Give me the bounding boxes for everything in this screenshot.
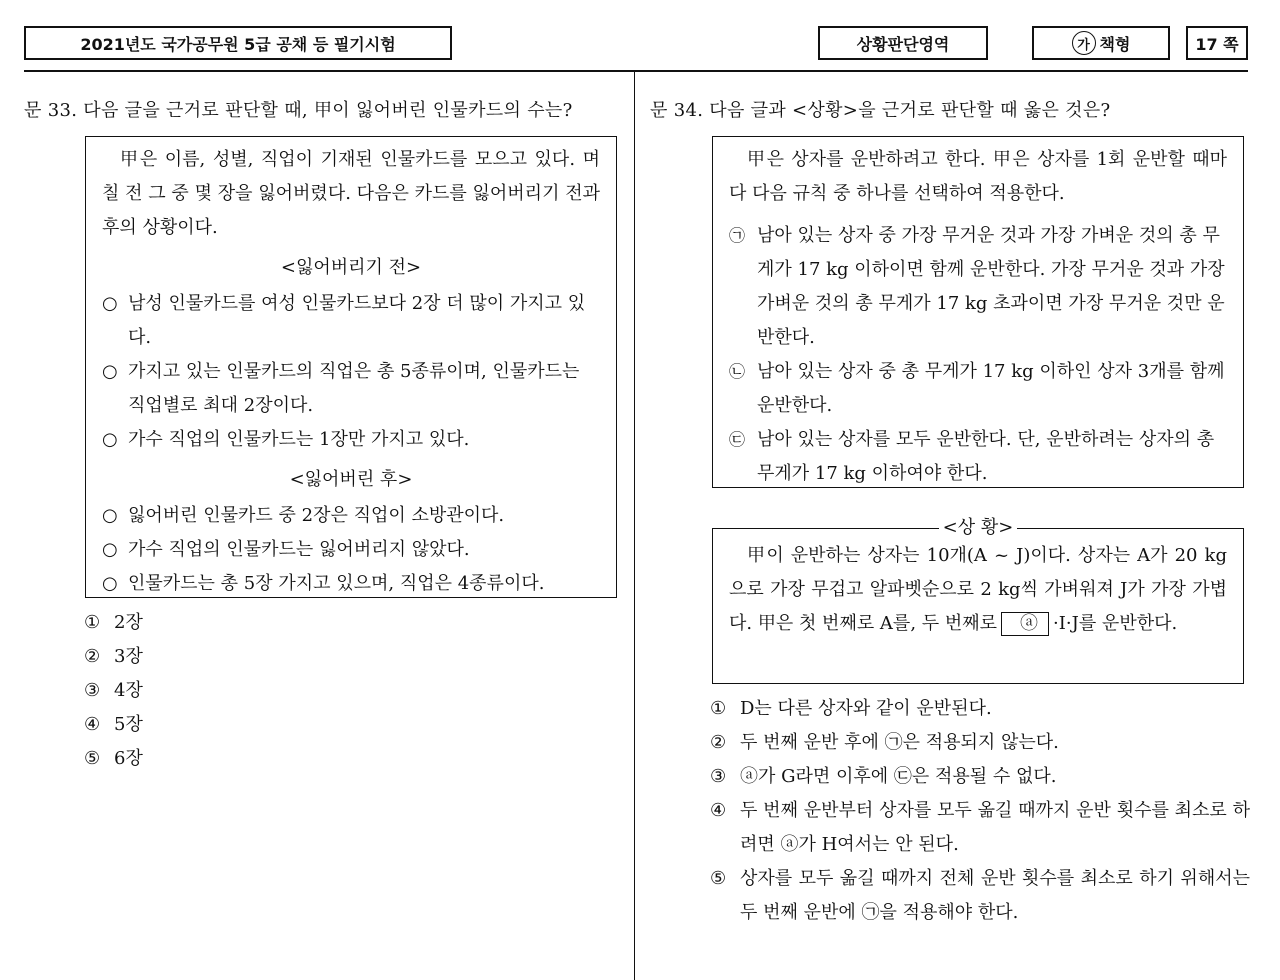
bullet-icon: ○ — [102, 505, 118, 526]
q34-options — [710, 692, 1250, 930]
booklet-type-mark: 가 — [1072, 31, 1096, 55]
q34-rule: ㉢ 남아 있는 상자를 모두 운반한다. 단, 운반하려는 상자의 총 무게가 17 kg 이하여야 한다. — [729, 429, 1215, 484]
bullet-icon: ○ — [102, 539, 118, 560]
q34-situation-box — [712, 517, 1244, 684]
exam-title: 2021년도 국가공무원 5급 공채 등 필기시험 — [80, 34, 396, 54]
bullet-icon: ○ — [102, 573, 118, 594]
q33-after-item: ○ 가수 직업의 인물카드는 잃어버리지 않았다. — [102, 533, 600, 567]
section-box — [818, 26, 988, 60]
page-number-box — [1186, 26, 1248, 60]
column-divider — [634, 72, 635, 980]
q33-after-item: ○ 잃어버린 인물카드 중 2장은 직업이 소방관이다. — [102, 499, 600, 533]
q34-intro: 甲은 상자를 운반하려고 한다. 甲은 상자를 1회 운반할 때마다 다음 규칙 중 하나를 선택하여 적용한다. — [729, 149, 1227, 204]
q33-intro: 甲은 이름, 성별, 직업이 기재된 인물카드를 모으고 있다. 며칠 전 그 중 몇 장을 잃어버렸다. 다음은 카드를 잃어버리기 전과 후의 상황이다. — [102, 149, 600, 238]
q33-passage-box — [85, 136, 617, 598]
q33-after-heading: <잃어버린 후> — [289, 469, 413, 490]
q34-situation-text: 甲이 운반하는 상자는 10개(A ~ J)이다. 상자는 A가 20 kg으로 가장 무겁고 알파벳순으로 2 kg씩 가벼워져 J가 가장 가볍다. 甲은 첫 번째로 A를, 두 번째로 ⓐ ·I·J를 운반한다. — [729, 545, 1227, 634]
q33-option-1[interactable]: ① 2장 — [84, 612, 143, 633]
q34-rule: ㉠ 남아 있는 상자 중 가장 무거운 것과 가장 가벼운 것의 총 무게가 17 kg 이하이면 함께 운반한다. 가장 무거운 것과 가장 가벼운 것의 총 무게가 17 kg 초과이면 가장 무거운 것만 운반한다. — [729, 225, 1225, 348]
section-name: 상황판단영역 — [856, 34, 950, 54]
bullet-icon: ○ — [102, 293, 118, 314]
q34-rules — [729, 219, 1227, 491]
q33-before-item: ○ 가지고 있는 인물카드의 직업은 총 5종류이며, 인물카드는 직업별로 최대 2장이다. — [102, 355, 600, 423]
q34-option-2[interactable]: ② 두 번째 운반 후에 ㉠은 적용되지 않는다. — [710, 732, 1059, 753]
q34-rule: ㉡ 남아 있는 상자 중 총 무게가 17 kg 이하인 상자 3개를 함께 운반한다. — [729, 361, 1225, 416]
q33-option-3[interactable]: ③ 4장 — [84, 680, 143, 701]
q34-blank-box: ⓐ — [1001, 612, 1049, 636]
q34-option-1[interactable]: ① D는 다른 상자와 같이 운반된다. — [710, 698, 992, 719]
q34-situation-label: <상 황> — [939, 517, 1018, 538]
q33-title: 문 33. 다음 글을 근거로 판단할 때, 甲이 잃어버린 인물카드의 수는? — [24, 100, 573, 121]
q33-before-item: ○ 가수 직업의 인물카드는 1장만 가지고 있다. — [102, 423, 600, 457]
q33-after-item: ○ 인물카드는 총 5장 가지고 있으며, 직업은 4종류이다. — [102, 567, 600, 601]
q34-option-5[interactable]: ⑤ 상자를 모두 옮길 때까지 전체 운반 횟수를 최소로 하기 위해서는 두 번째 운반에 ㉠을 적용해야 한다. — [710, 868, 1250, 923]
bullet-icon: ○ — [102, 361, 118, 382]
q33-option-2[interactable]: ② 3장 — [84, 646, 143, 667]
q34-title: 문 34. 다음 글과 <상황>을 근거로 판단할 때 옳은 것은? — [650, 100, 1111, 121]
booklet-type-label: 책형 — [1099, 34, 1131, 54]
booklet-type-box — [1032, 26, 1170, 60]
q33-option-4[interactable]: ④ 5장 — [84, 714, 143, 735]
q33-before-item: ○ 남성 인물카드를 여성 인물카드보다 2장 더 많이 가지고 있다. — [102, 287, 600, 355]
q33-options — [84, 606, 143, 776]
q33-option-5[interactable]: ⑤ 6장 — [84, 748, 143, 769]
q34-option-4[interactable]: ④ 두 번째 운반부터 상자를 모두 옮길 때까지 운반 횟수를 최소로 하려면 ⓐ가 H여서는 안 된다. — [710, 800, 1250, 855]
q33-before-heading: <잃어버리기 전> — [280, 257, 422, 278]
q34-passage-box — [712, 136, 1244, 488]
exam-title-box — [24, 26, 452, 60]
bullet-icon: ○ — [102, 429, 118, 450]
q34-option-3[interactable]: ③ ⓐ가 G라면 이후에 ㉢은 적용될 수 없다. — [710, 766, 1057, 787]
page-number: 17 쪽 — [1195, 34, 1239, 54]
header-divider — [24, 70, 1248, 72]
